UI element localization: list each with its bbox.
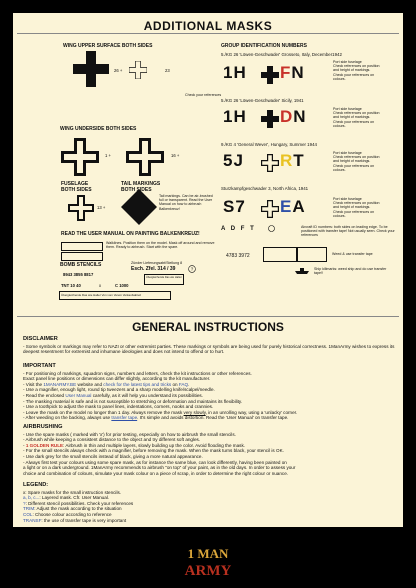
legend-item: ?: Different stencil possibilities. Check your references — [23, 500, 134, 506]
legend-item: COL: Choose colour according to reference — [23, 511, 112, 517]
1manarmy-logo — [175, 543, 241, 579]
airbrush-item: - Use the spare masks ( marked with 'x') for prior testing, especially on how to airbrush the small stencils. — [23, 431, 236, 437]
overlap-note: Übergleichende Das wie Halter — [146, 276, 182, 279]
walkline-note: Walklines. Position them on the model. Mask off around and remove them. Ready to airbrush. Start with the spare. — [106, 241, 215, 250]
group-2-letters — [280, 107, 307, 127]
walkline-mask — [61, 242, 103, 251]
group-1-letters — [280, 63, 305, 83]
group-1-note: Port side fuselage Check references on position and height of markings. Check your references on colours. — [333, 60, 380, 81]
group-2-code — [223, 107, 247, 127]
tail-diamond-icon — [121, 189, 157, 225]
code-3-part-b: R — [280, 151, 294, 170]
code-2-part-c: N — [293, 107, 307, 126]
legend-item: TRANSF: the use of transfer tape is very important — [23, 517, 127, 523]
code-4-part-b: E — [280, 197, 293, 216]
important-section — [23, 364, 395, 421]
group-3-note: Port side fuselage Check references on position and height of markings. Check your references on colours. — [333, 151, 380, 172]
additional-masks-title: ADDITIONAL MASKS — [143, 19, 273, 33]
transfer-tape-link[interactable]: transfer tape — [111, 415, 138, 421]
important-item: - For positioning of markings, squadron signs, numbers and letters, check the kit instructions or other references. — [23, 370, 252, 376]
legend-section — [23, 483, 395, 523]
general-instructions-title: GENERAL INSTRUCTIONS — [132, 320, 284, 334]
legend-heading: LEGEND: — [23, 482, 49, 488]
group-3-letters — [280, 151, 305, 171]
legend-item: a, b, c...: Layered mask. Cfr. User Manual. — [23, 495, 110, 501]
fuselage-label: FUSELAGE BOTH SIDES — [61, 181, 92, 193]
airbrush-item: choice and combination of colours, simulate your mask colour on a piece of scrap, in order to determine the right colour or nuance. — [23, 470, 289, 476]
airbrush-item: - 1 GOLDEN RULE: Airbrush in thin and multiple layers, slowly building up the color. Avoid flooding the mask. — [23, 442, 246, 448]
important-heading: IMPORTANT — [23, 363, 56, 369]
balkenkreuz-fuselage-icon — [68, 195, 94, 221]
check-refs-note: Check your references — [185, 93, 222, 97]
important-item: - Use a magnifier, enough light, round tip tweezers and a sharp modelling knife/scalpel/needle. — [23, 387, 215, 393]
divider — [17, 316, 399, 317]
logo-bottom-text: ARMY — [184, 563, 232, 579]
group-4-code — [223, 197, 246, 217]
important-item: - Use a toothpick to adjust the mask to panel lines, indentations, corners, nooks and crannies. — [23, 404, 214, 410]
bomb-stencils-label: BOMB STENCILS — [60, 262, 102, 268]
airbrush-item: - Use dark grey for the small stencils instead of black, giving a more natural appearance. — [23, 453, 203, 459]
airbrush-item: - For the small stencils always check with a magnifier, before removing the mask. When the mask turns black, your stencil is OK. — [23, 448, 284, 454]
code-4-part-a: S7 — [223, 197, 246, 216]
esch-small: Zünder Lieferungsabt/Stellung 8 — [131, 261, 183, 265]
group-4-title: Sturzkampfgeschwader 3, North Africa, 1941 — [221, 186, 309, 191]
legend-item: x: Spare masks for the small instruction stencils. — [23, 489, 122, 495]
group-2-note: Port side fuselage Check references on position and height of markings. Check your references on colours. — [333, 107, 380, 128]
num-13: 13 + — [97, 205, 106, 210]
tnt-stencil: TNT 10 40 — [61, 283, 81, 288]
airbrush-item: - Always first test your colours using some spare mask, as for instance the same blue, can look differently, having been painted on — [23, 459, 287, 465]
group-3-title: 9./KG 4 'General Wever', Hungary, Summer 1944 — [221, 142, 317, 147]
num-4783-3972: 4783 3972 — [226, 253, 250, 259]
weed-note: Weed & use transfer tape — [332, 252, 373, 256]
group-1-title: 5./KG 26 'Löwen-Geschwader' Grosseto, Italy, December1942 — [221, 52, 342, 57]
code-3-part-a: 5J — [223, 151, 244, 170]
important-item: - Visit the 1MANARMY.BE website and check for the latest tips and tricks on FAQ. — [23, 381, 190, 387]
c1000-stencil: C 1000 — [115, 283, 129, 288]
website-link[interactable]: 1MANARMY.BE — [43, 381, 77, 387]
divider — [17, 33, 399, 34]
user-manual-link[interactable]: User Manual — [65, 392, 92, 398]
logo-top-text: 1 MAN — [187, 546, 229, 561]
instruction-sheet — [13, 13, 403, 527]
balkenkreuz-upper-large-icon — [73, 51, 109, 87]
important-item: - The masking material is safe and is not susceptible to stretching or deformation and maintains its flexibility. — [23, 398, 243, 404]
walkline-mask — [61, 252, 103, 261]
adft-stencil: A D F T — [221, 226, 256, 232]
airbrushing-section — [23, 425, 395, 476]
code-1-cross-icon — [261, 66, 279, 84]
question-circle-icon — [268, 225, 275, 232]
code-2-part-b: D — [280, 107, 294, 126]
tail-label: TAIL MARKINGS BOTH SIDES — [121, 181, 161, 193]
airbrushing-heading: AIRBRUSHING — [23, 424, 63, 430]
important-item: Exact panel line positions or dimensions can differ slightly, according to the kit manufacturer. — [23, 376, 211, 382]
svg-text:?: ? — [190, 266, 194, 272]
code-1-part-a: 1H — [223, 63, 247, 82]
balkenkreuz-under-left-icon — [61, 138, 99, 176]
airbrush-item: a light or on a dark underground. 1ManArmy recommends to airbrush "on top" of your paint, as in the old days. In order to assess your — [23, 465, 296, 471]
legend-item: TRIM: Adjust the mask according to the situation — [23, 506, 122, 512]
wing-under-label: WING UNDERSIDE BOTH SIDES — [60, 126, 137, 132]
esch-stencil: Esch. Zfel. 314 / 39 — [131, 266, 176, 272]
code-3-cross-icon — [261, 154, 279, 172]
group-2-title: 5./KG 26 'Löwen-Geschwader' Sicily, 1941 — [221, 98, 304, 103]
wing-upper-label: WING UPPER SURFACE BOTH SIDES — [63, 43, 153, 49]
code-2-cross-icon — [261, 110, 279, 128]
disclaimer-text: - Some symbols or markings may refer to NAZI or other extremist parties. These markings or symbols are being used for purely historical correctness. 1ManArmy wishes to express its deepest resentment for extremist and inhumane ideologies and does not intend to offend or to hurt. — [23, 343, 395, 355]
group-id-heading: GROUP IDENTIFICATION NUMBERS — [221, 43, 307, 49]
num-16: 16 + — [171, 153, 180, 158]
aircraft-id-note: Aircraft ID numbers: both sides on leading edge. To be positioned with transfer tape! Not usually seen. Check your references — [301, 225, 395, 238]
important-item: - Leave the mask on the model no longer than 1 day. Always remove the mask very slowly, in an unrolling way, using a 'unlacky' corner. — [23, 409, 298, 415]
code-4-cross-icon — [261, 200, 279, 218]
ship-killmarks-note: Ship killmarks: weed ship and do use transfer tape!! — [314, 267, 387, 276]
code-2-part-a: 1H — [223, 107, 247, 126]
code-1-part-c: N — [291, 63, 305, 82]
num-1: 1 + — [105, 153, 111, 158]
code-4-part-c: A — [292, 197, 306, 216]
x-mark: x — [99, 283, 102, 288]
code-1-part-b: F — [280, 63, 292, 82]
question-circle-icon — [188, 265, 196, 273]
important-item: - Read the enclosed User Manual carefully, as it will help you understand its possibilities. — [23, 392, 203, 398]
balkenkreuz-under-right-icon — [126, 138, 164, 176]
group-3-code — [223, 151, 244, 171]
airbrush-item: - Airbrush while keeping a consistent distance to the object and try different soft angles. — [23, 437, 201, 443]
disclaimer-section — [23, 337, 395, 355]
num-26: 26 + — [114, 68, 123, 73]
stencil-box — [297, 247, 327, 262]
faq-link[interactable]: FAQ — [178, 381, 189, 387]
bomb-numbers: 8943 3855 8817 — [63, 272, 94, 277]
tips-link[interactable]: check for the latest tips and tricks — [103, 381, 172, 387]
num-23: 23 — [165, 68, 170, 73]
code-3-part-c: T — [293, 151, 305, 170]
ship-killmark-icon — [295, 267, 309, 274]
uber-stencil: Übergleichende Das wie Halter Von vom Verein Verkaufsabteil — [61, 292, 141, 297]
group-4-letters — [280, 197, 306, 217]
tail-note: Tail markings. Can be air-brushed full or transparent. Read the User Manual on how to airbrush Balkenkreuz! — [159, 194, 213, 211]
balkenkreuz-upper-small-icon — [129, 61, 147, 79]
group-4-note: Port side fuselage Check references on position and height of markings. Check your references on colours. — [333, 197, 380, 218]
read-manual-note: READ THE USER MANUAL ON PAINTING BALKENKREUZ! — [61, 231, 200, 237]
stencil-box — [263, 247, 297, 262]
group-1-code — [223, 63, 247, 83]
disclaimer-heading: DISCLAIMER — [23, 336, 58, 342]
important-item: - After weeding on the backing, always use transfer tape. It's simple and avoids distortion. Read the 'User Manual' on transfer tape. — [23, 415, 289, 421]
